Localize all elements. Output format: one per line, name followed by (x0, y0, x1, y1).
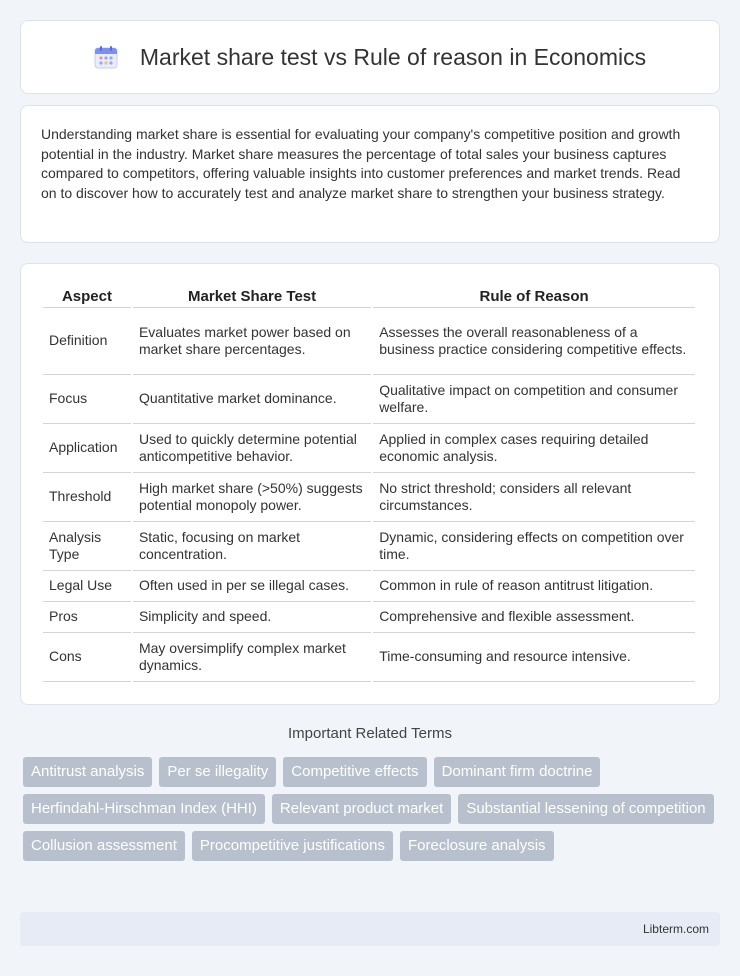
table-row (43, 473, 695, 522)
tag-antitrust-analysis[interactable]: Antitrust analysis (23, 757, 152, 787)
row-aspect: Focus (43, 375, 131, 424)
tag-dominant-firm-doctrine[interactable]: Dominant firm doctrine (434, 757, 601, 787)
row-market-share: Used to quickly determine potential anticompetitive behavior. (133, 424, 371, 473)
table-row (43, 424, 695, 473)
calendar-icon (94, 45, 118, 69)
tag-foreclosure-analysis[interactable]: Foreclosure analysis (400, 831, 554, 861)
table-row (43, 633, 695, 682)
row-rule-of-reason: Applied in complex cases requiring detailed economic analysis. (373, 424, 695, 473)
row-market-share: May oversimplify complex market dynamics. (133, 633, 371, 682)
row-market-share: Quantitative market dominance. (133, 375, 371, 424)
tag-hhi[interactable]: Herfindahl-Hirschman Index (HHI) (23, 794, 265, 824)
row-aspect: Application (43, 424, 131, 473)
intro-card (20, 105, 720, 243)
table-row (43, 308, 695, 375)
tag-relevant-product-market[interactable]: Relevant product market (272, 794, 451, 824)
row-market-share: Evaluates market power based on market share percentages. (133, 308, 371, 375)
row-market-share: Static, focusing on market concentration. (133, 522, 371, 571)
page-title: Market share test vs Rule of reason in Economics (139, 43, 647, 70)
header-market-share-test: Market Share Test (133, 286, 371, 308)
row-aspect: Definition (43, 308, 131, 375)
intro-text: Understanding market share is essential for evaluating your company's competitive position and growth potential in the industry. Market share measures the percentage of total sales your business captures compared to competitors, offering valuable insights into customer preferences and market trends. Read on to discover how to accurately test and analyze market share to strengthen your business strategy. (41, 126, 681, 201)
comparison-table (41, 286, 697, 682)
row-aspect: Legal Use (43, 571, 131, 602)
table-row (43, 375, 695, 424)
table-row (43, 571, 695, 602)
related-terms-section (20, 725, 720, 861)
row-rule-of-reason: Qualitative impact on competition and consumer welfare. (373, 375, 695, 424)
header-card (20, 20, 720, 94)
table-header-row (43, 286, 695, 308)
row-market-share: Simplicity and speed. (133, 602, 371, 633)
footer (20, 912, 720, 946)
footer-site-link[interactable]: Libterm.com (642, 922, 709, 936)
row-rule-of-reason: Comprehensive and flexible assessment. (373, 602, 695, 633)
related-terms-tags (20, 757, 720, 861)
tag-competitive-effects[interactable]: Competitive effects (283, 757, 426, 787)
row-aspect: Pros (43, 602, 131, 633)
row-rule-of-reason: No strict threshold; considers all relevant circumstances. (373, 473, 695, 522)
tag-collusion-assessment[interactable]: Collusion assessment (23, 831, 185, 861)
tag-per-se-illegality[interactable]: Per se illegality (159, 757, 276, 787)
row-aspect: Analysis Type (43, 522, 131, 571)
tag-procompetitive-justifications[interactable]: Procompetitive justifications (192, 831, 393, 861)
header-rule-of-reason: Rule of Reason (373, 286, 695, 308)
row-rule-of-reason: Common in rule of reason antitrust litigation. (373, 571, 695, 602)
header-aspect: Aspect (43, 286, 131, 308)
row-rule-of-reason: Time-consuming and resource intensive. (373, 633, 695, 682)
related-terms-title: Important Related Terms (288, 725, 452, 742)
tag-substantial-lessening[interactable]: Substantial lessening of competition (458, 794, 713, 824)
row-rule-of-reason: Assesses the overall reasonableness of a business practice considering competitive effects. (373, 308, 695, 375)
row-rule-of-reason: Dynamic, considering effects on competition over time. (373, 522, 695, 571)
row-market-share: Often used in per se illegal cases. (133, 571, 371, 602)
row-market-share: High market share (>50%) suggests potential monopoly power. (133, 473, 371, 522)
row-aspect: Threshold (43, 473, 131, 522)
table-row (43, 602, 695, 633)
row-aspect: Cons (43, 633, 131, 682)
table-row (43, 522, 695, 571)
comparison-table-card (20, 263, 720, 705)
